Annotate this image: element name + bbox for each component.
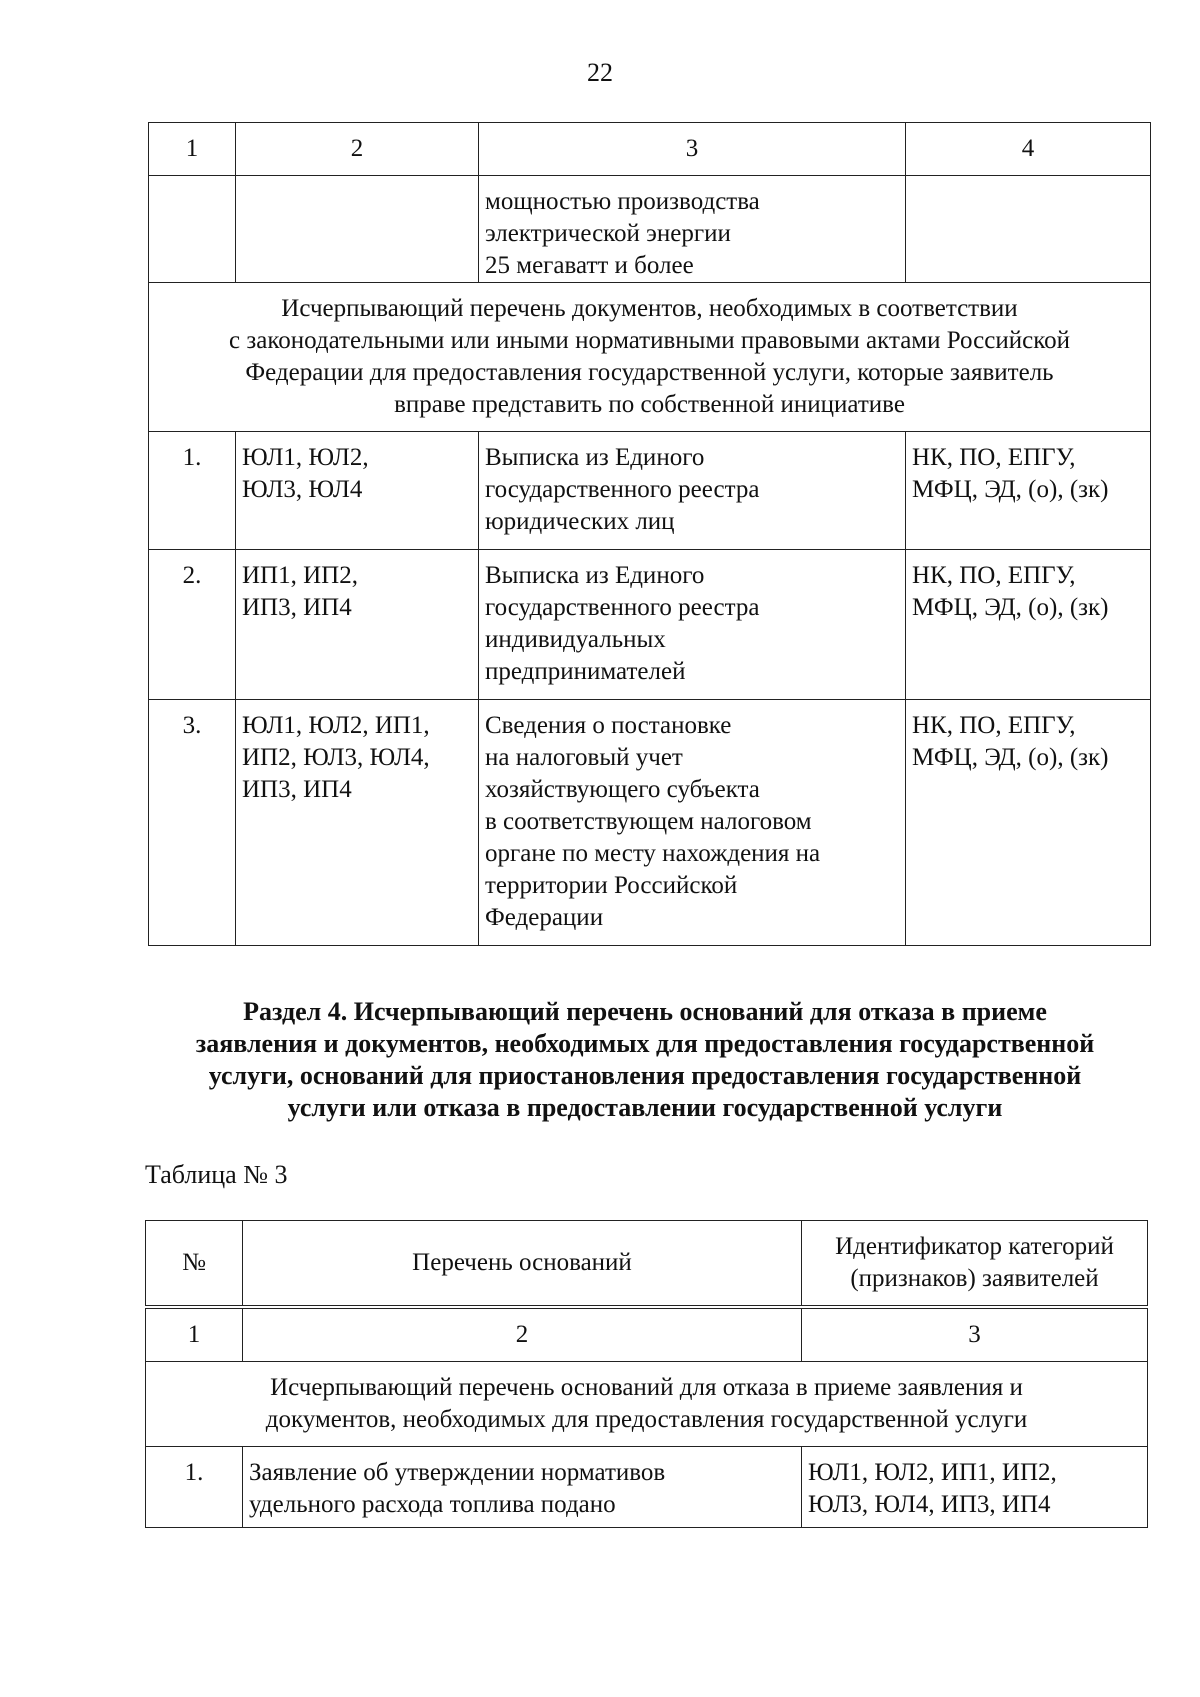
header-grounds: Перечень оснований bbox=[243, 1221, 802, 1308]
text-line: Выписка из Единого bbox=[485, 562, 705, 589]
text-line: Исчерпывающий перечень оснований для отказа в приеме заявления и bbox=[270, 1374, 1023, 1401]
col-number-3: 3 bbox=[479, 123, 906, 176]
page-number: 22 bbox=[587, 58, 613, 87]
col-number-1: 1 bbox=[149, 123, 236, 176]
text-line: Заявление об утверждении нормативов bbox=[249, 1459, 666, 1486]
text-line: Идентификатор категорий bbox=[835, 1233, 1114, 1260]
text-line: НК, ПО, ЕПГУ, bbox=[912, 444, 1076, 471]
header-number: № bbox=[146, 1221, 243, 1308]
text-line: НК, ПО, ЕПГУ, bbox=[912, 712, 1076, 739]
text-line: МФЦ, ЭД, (о), (зк) bbox=[912, 744, 1109, 771]
table-row bbox=[149, 700, 1151, 946]
text-line: Раздел 4. Исчерпывающий перечень оснований для отказа в приеме bbox=[243, 997, 1047, 1026]
applicant-categories bbox=[802, 1447, 1148, 1528]
cell-empty bbox=[236, 176, 479, 283]
text-line: государственного реестра bbox=[485, 594, 760, 621]
table-row bbox=[149, 432, 1151, 550]
row-number: 3. bbox=[149, 700, 236, 946]
section-heading-row bbox=[146, 1362, 1148, 1447]
col-number-3: 3 bbox=[802, 1307, 1148, 1362]
text-line: Федерации для предоставления государственной услуги, которые заявитель bbox=[245, 359, 1054, 386]
section-heading bbox=[149, 283, 1151, 432]
continuation-text bbox=[479, 176, 906, 283]
text-line: (признаков) заявителей bbox=[850, 1265, 1099, 1292]
text-line: ЮЛ1, ЮЛ2, bbox=[242, 444, 369, 471]
text-line: Сведения о постановке bbox=[485, 712, 732, 739]
text-line: ЮЛ3, ЮЛ4 bbox=[242, 476, 363, 503]
text-line: Федерации bbox=[485, 904, 604, 931]
text-line: органе по месту нахождения на bbox=[485, 840, 821, 867]
text-line: Исчерпывающий перечень документов, необходимых в соответствии bbox=[281, 295, 1018, 322]
text-line: ИП3, ИП4 bbox=[242, 776, 352, 803]
text-line: ЮЛ3, ЮЛ4, ИП3, ИП4 bbox=[808, 1491, 1051, 1518]
document-name bbox=[479, 700, 906, 946]
col-number-2: 2 bbox=[236, 123, 479, 176]
text-line: предпринимателей bbox=[485, 658, 686, 685]
text-line: заявления и документов, необходимых для предоставления государственной bbox=[195, 1029, 1095, 1058]
document-name bbox=[479, 432, 906, 550]
text-line: вправе представить по собственной инициативе bbox=[394, 391, 905, 418]
row-number: 1. bbox=[146, 1447, 243, 1528]
text-line: ИП2, ЮЛ3, ЮЛ4, bbox=[242, 744, 430, 771]
applicant-categories bbox=[236, 432, 479, 550]
table-caption: Таблица № 3 bbox=[145, 1160, 288, 1189]
column-numbers-row bbox=[146, 1307, 1148, 1362]
text-line: индивидуальных bbox=[485, 626, 666, 653]
text-line: услуги или отказа в предоставлении государственной услуги bbox=[287, 1093, 1003, 1122]
text-line: на налоговый учет bbox=[485, 744, 683, 771]
text-line: юридических лиц bbox=[485, 508, 675, 535]
text-line: 25 мегаватт и более bbox=[485, 252, 694, 279]
text-line: ИП1, ИП2, bbox=[242, 562, 358, 589]
section-heading-row bbox=[149, 283, 1151, 432]
text-line: мощностью производства bbox=[485, 188, 760, 215]
header-categories bbox=[802, 1221, 1148, 1308]
cell-empty bbox=[149, 176, 236, 283]
refusal-ground bbox=[243, 1447, 802, 1528]
row-number: 2. bbox=[149, 550, 236, 700]
document-name bbox=[479, 550, 906, 700]
refusal-grounds-table bbox=[145, 1220, 1148, 1528]
table-row bbox=[146, 1447, 1148, 1528]
applicant-categories bbox=[236, 700, 479, 946]
text-line: государственного реестра bbox=[485, 476, 760, 503]
submission-methods bbox=[906, 432, 1151, 550]
section-4-title bbox=[140, 996, 1150, 1124]
continuation-row bbox=[149, 176, 1151, 283]
text-line: услуги, оснований для приостановления предоставления государственной bbox=[208, 1061, 1082, 1090]
column-numbers-row bbox=[149, 123, 1151, 176]
text-line: ЮЛ1, ЮЛ2, ИП1, ИП2, bbox=[808, 1459, 1057, 1486]
text-line: в соответствующем налоговом bbox=[485, 808, 812, 835]
text-line: Выписка из Единого bbox=[485, 444, 705, 471]
text-line: территории Российской bbox=[485, 872, 738, 899]
text-line: хозяйствующего субъекта bbox=[485, 776, 760, 803]
text-line: ЮЛ1, ЮЛ2, ИП1, bbox=[242, 712, 430, 739]
text-line: документов, необходимых для предоставления государственной услуги bbox=[265, 1406, 1028, 1433]
text-line: НК, ПО, ЕПГУ, bbox=[912, 562, 1076, 589]
table-row bbox=[149, 550, 1151, 700]
cell-empty bbox=[906, 176, 1151, 283]
text-line: удельного расхода топлива подано bbox=[249, 1491, 616, 1518]
text-line: МФЦ, ЭД, (о), (зк) bbox=[912, 476, 1109, 503]
section-heading bbox=[146, 1362, 1148, 1447]
header-row bbox=[146, 1221, 1148, 1308]
col-number-4: 4 bbox=[906, 123, 1151, 176]
text-line: ИП3, ИП4 bbox=[242, 594, 352, 621]
col-number-1: 1 bbox=[146, 1307, 243, 1362]
text-line: МФЦ, ЭД, (о), (зк) bbox=[912, 594, 1109, 621]
submission-methods bbox=[906, 550, 1151, 700]
applicant-categories bbox=[236, 550, 479, 700]
submission-methods bbox=[906, 700, 1151, 946]
documents-table bbox=[148, 122, 1151, 946]
text-line: электрической энергии bbox=[485, 220, 731, 247]
text-line: с законодательными или иными нормативными правовыми актами Российской bbox=[229, 327, 1070, 354]
col-number-2: 2 bbox=[243, 1307, 802, 1362]
row-number: 1. bbox=[149, 432, 236, 550]
